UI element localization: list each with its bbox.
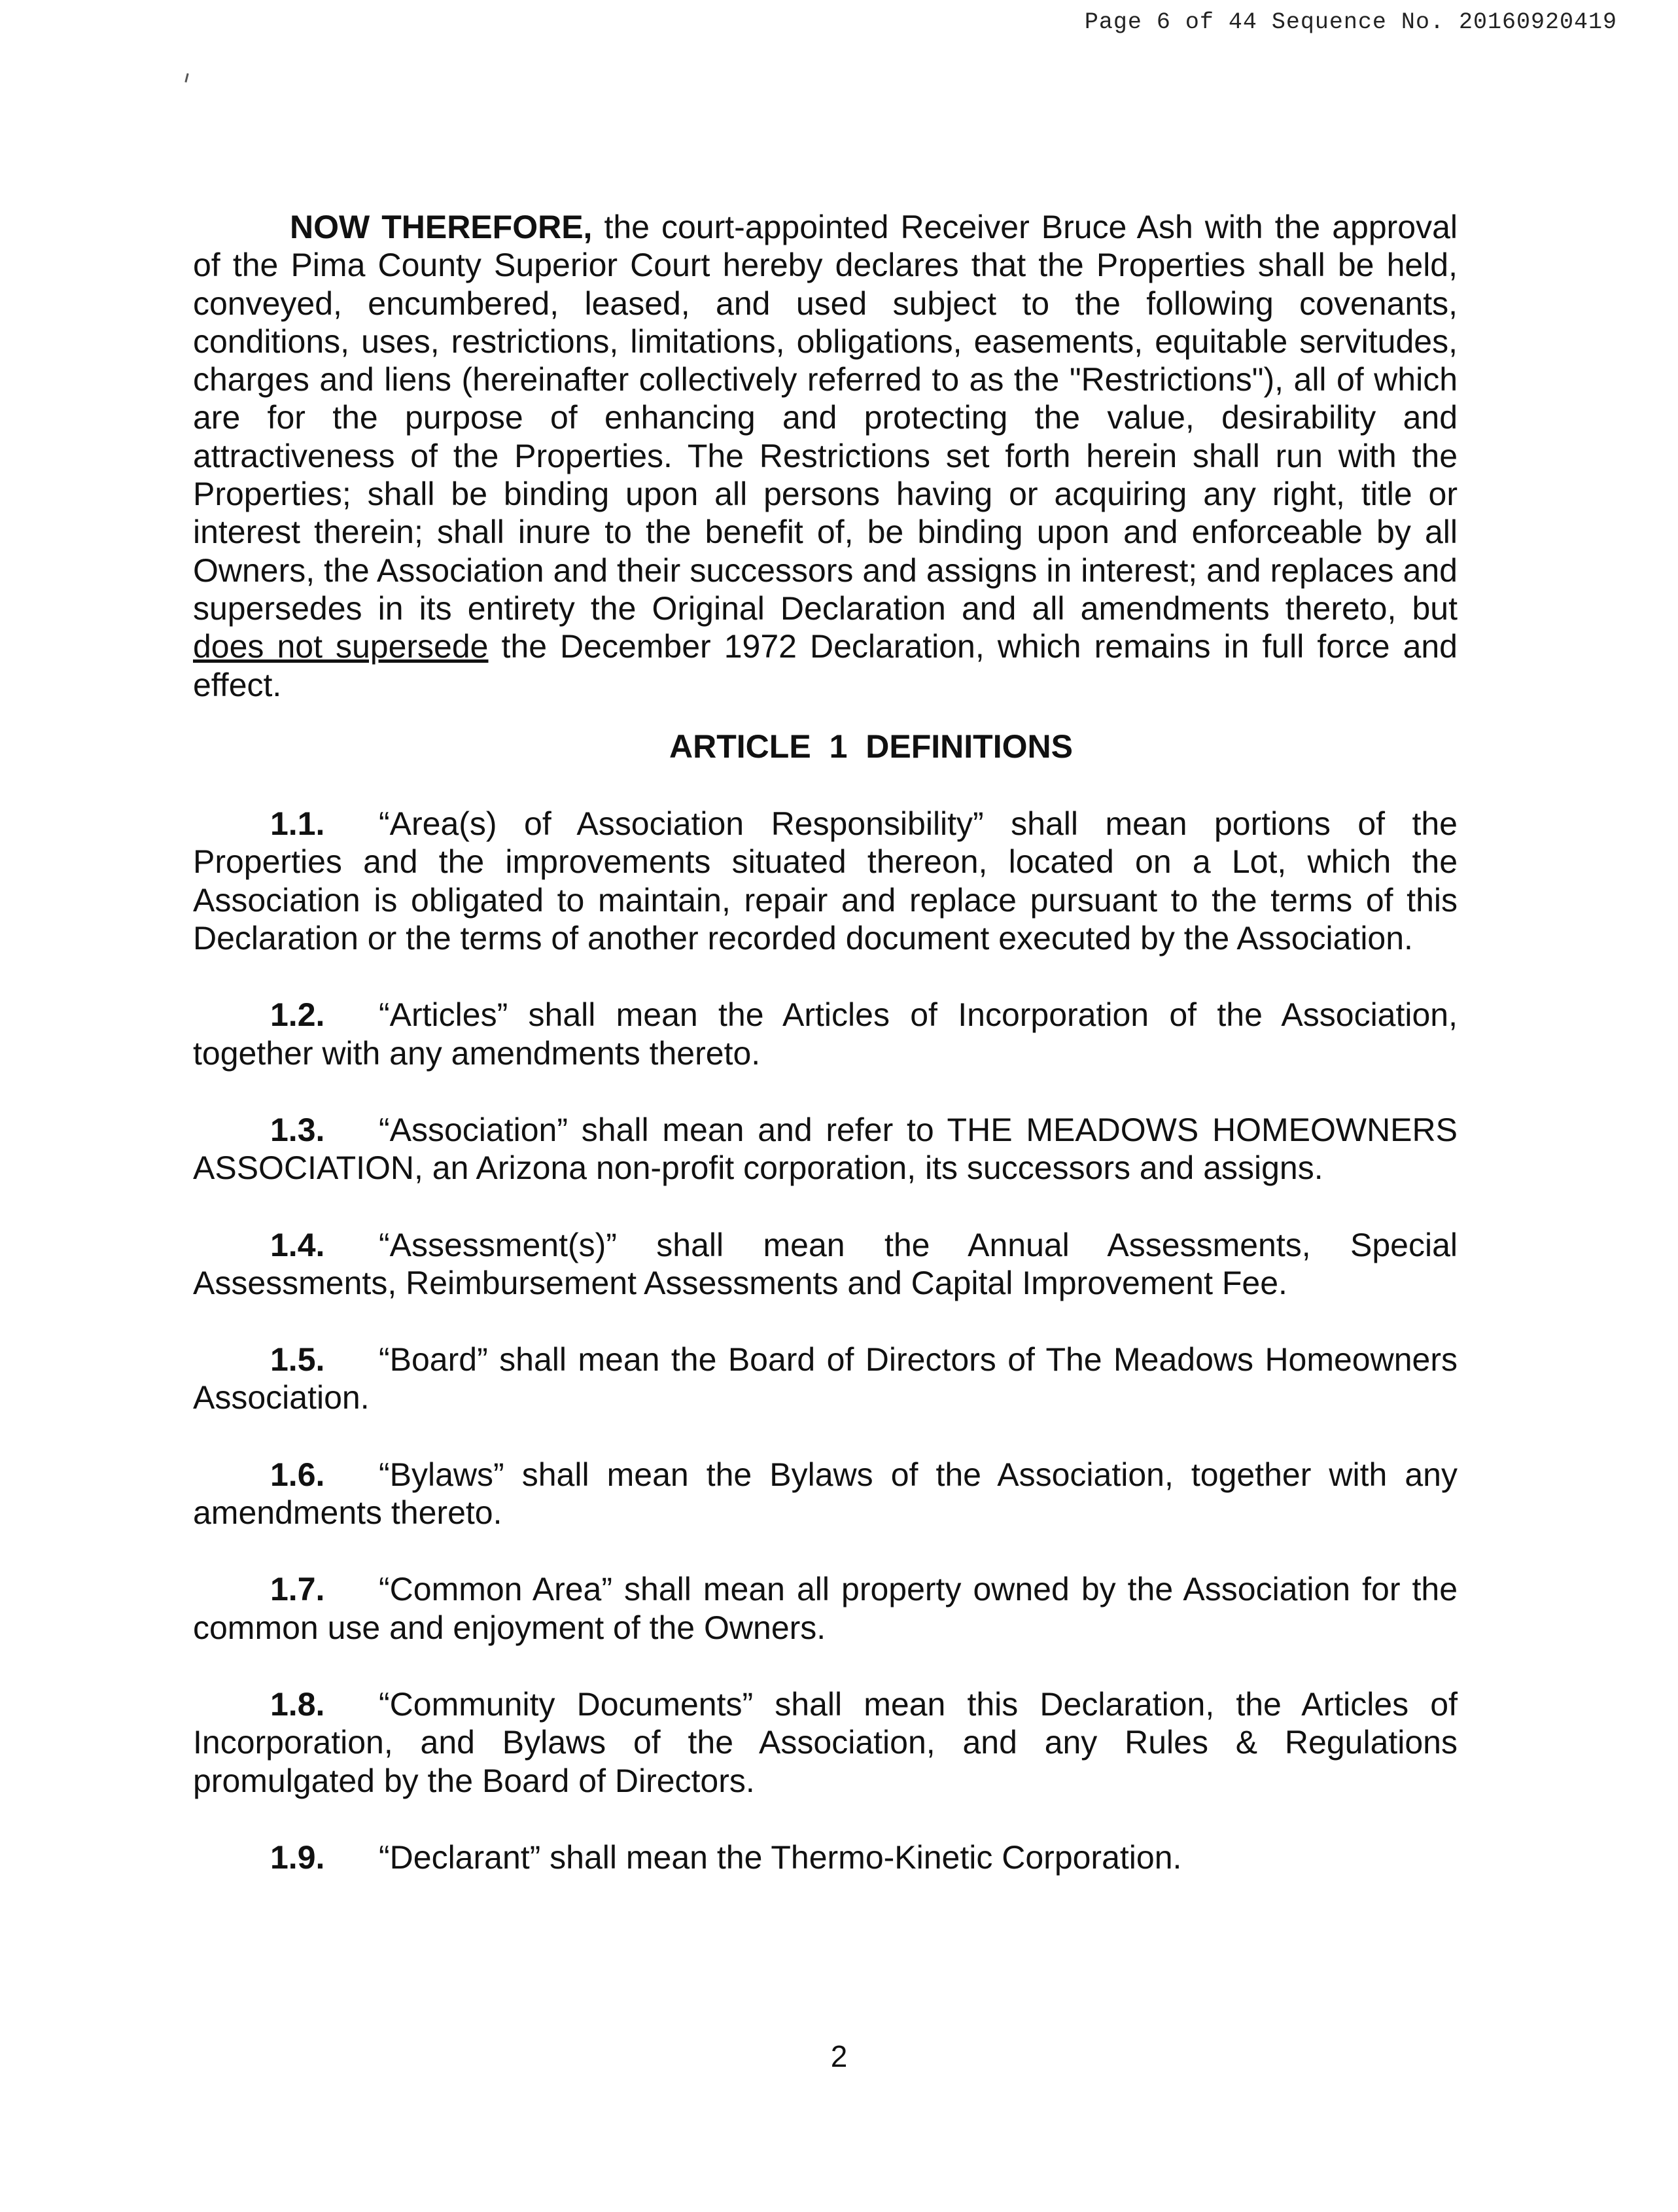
preamble-text-1: the court-appointed Receiver Bruce Ash with the approval of the Pima County Superior Court hereby declares that the Properties shall be held, conveyed, encumbered, leased, and used subject to the following covenants, conditions, uses, restrictions, limitations, obligations, easements, equitable servitudes, charges and liens (hereinafter collectively referred to as the "Restrictions"), all of which are for the purpose of enhancing and protecting the value, desirability and attractiveness of the Properties. The Restrictions set forth herein shall run with the Properties; shall be binding upon all persons having or acquiring any right, title or interest therein; shall inure to the benefit of, be binding upon and enforceable by all Owners, the Association and their successors and assigns in interest; and replaces and supersedes in its entirety the Original Declaration and all amendments thereto, but [193,209,1458,627]
definition-text: “Assessment(s)” shall mean the Annual Assessments, Special Assessments, Reimbursement Assessments and Capital Improvement Fee. [193,1226,1458,1301]
definition-text: “Community Documents” shall mean this Declaration, the Articles of Incorporation, and Bylaws of the Association, and any Rules & Regulations promulgated by the Board of Directors. [193,1685,1458,1799]
definition-1-2 [193,996,1458,1072]
scan-mark [184,73,188,82]
definition-1-8 [193,1685,1458,1800]
definition-number: 1.3. [270,1111,325,1148]
recording-stamp: Page 6 of 44 Sequence No. 20160920419 [1084,9,1617,35]
preamble-underlined: does not supersede [193,628,489,665]
page-number: 2 [830,2039,848,2073]
definition-1-4 [193,1226,1458,1303]
article-heading: ARTICLE 1 DEFINITIONS [669,728,1073,765]
preamble-paragraph [193,208,1458,704]
definition-1-6 [193,1456,1458,1532]
definition-text: “Board” shall mean the Board of Directors of The Meadows Homeowners Association. [193,1341,1458,1416]
definition-number: 1.4. [270,1226,325,1263]
document-body [193,208,1458,1915]
definition-text: “Common Area” shall mean all property owned by the Association for the common use and enjoyment of the Owners. [193,1571,1458,1646]
definition-number: 1.6. [270,1456,325,1493]
definition-1-3 [193,1111,1458,1187]
definition-1-7 [193,1570,1458,1647]
definition-number: 1.5. [270,1341,325,1378]
definition-number: 1.8. [270,1685,325,1723]
definition-1-9 [193,1838,1458,1876]
definition-text: “Articles” shall mean the Articles of Incorporation of the Association, together with any amendments thereto. [193,996,1458,1072]
definition-number: 1.1. [270,805,325,843]
definition-number: 1.2. [270,996,325,1034]
definition-text: “Association” shall mean and refer to THE MEADOWS HOMEOWNERS ASSOCIATION, an Arizona non-profit corporation, its successors and assigns. [193,1111,1458,1187]
preamble-text-2: the December 1972 Declaration, which remains in full force and effect. [193,628,1458,703]
definition-text: “Bylaws” shall mean the Bylaws of the Association, together with any amendments thereto. [193,1456,1458,1532]
preamble-lead: NOW THEREFORE, [290,209,593,245]
definition-number: 1.9. [270,1838,325,1876]
definition-1-5 [193,1341,1458,1417]
definition-number: 1.7. [270,1571,325,1608]
definition-text: “Area(s) of Association Responsibility” shall mean portions of the Properties and the improvements situated thereon, located on a Lot, which the Association is obligated to maintain, repair and replace pursuant to the terms of this Declaration or the terms of another recorded document executed by the Association. [193,805,1458,957]
definition-1-1 [193,805,1458,957]
definition-text: “Declarant” shall mean the Thermo-Kinetic Corporation. [379,1838,1182,1876]
